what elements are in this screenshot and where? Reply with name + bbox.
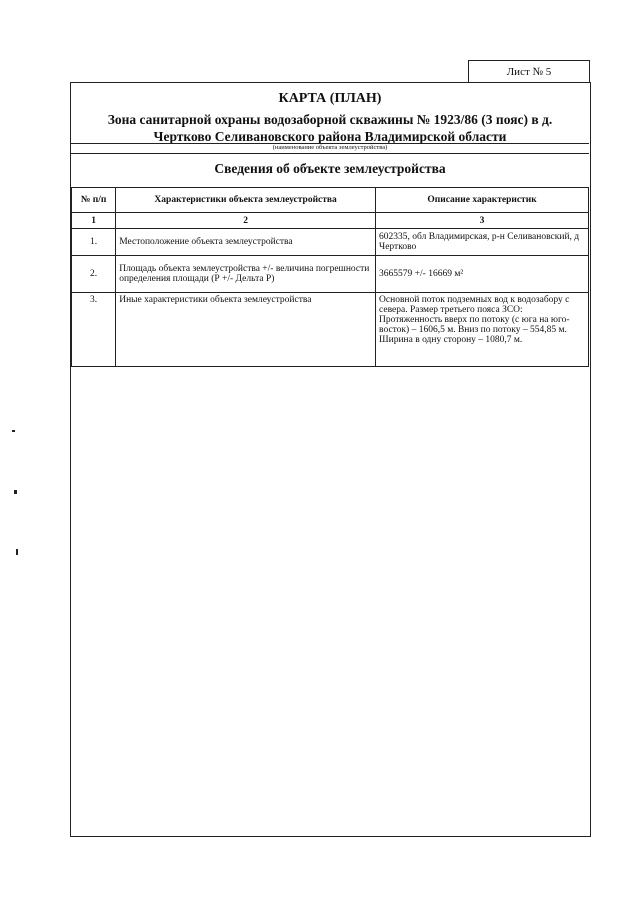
column-number-row [72,213,589,229]
column-number-1: 1 [72,213,116,229]
caption-underline [71,153,589,154]
section-title: Сведения об объекте землеустройства [214,161,446,176]
object-name [81,111,579,145]
object-name-caption: (наименование объекта землеустройства) [272,144,388,151]
row-description: Основной поток подземных вод к водозабору с севера. Размер третьего пояса ЗСО: Протяженность вверх по потоку (с юга на юго-восток) – 1606,5 м. Вниз по потоку – 554,85 м. Ширина в одну сторону – 1080,7 м. [376,293,589,367]
row-description: 3665579 +/- 16669 м² [376,256,589,293]
sheet-number-label: Лист № 5 [468,60,590,82]
object-name-line-2: Чертково Селивановского района Владимирской области [153,129,507,144]
title-block [71,83,589,155]
table-row [72,229,589,256]
document-frame [70,82,591,837]
document-title: КАРТА (ПЛАН) [278,91,382,106]
object-name-line-1: Зона санитарной охраны водозаборной скважины № 1923/86 (3 пояс) в д. [107,112,553,127]
scan-speck [16,549,18,555]
row-characteristic: Местоположение объекта землеустройства [116,229,376,256]
row-number: 3. [72,293,116,367]
row-number: 1. [72,229,116,256]
column-header-characteristic: Характеристики объекта землеустройства [116,188,376,213]
row-description: 602335, обл Владимирская, р-н Селивановский, д Чертково [376,229,589,256]
table-row [72,293,589,367]
row-number: 2. [72,256,116,293]
row-characteristic: Иные характеристики объекта землеустройства [116,293,376,367]
scan-speck [12,430,15,432]
scan-speck [14,490,17,494]
row-characteristic: Площадь объекта землеустройства +/- величина погрешности определения площади (Р +/- Дельта Р) [116,256,376,293]
table-header-row [72,188,589,213]
column-number-3: 3 [376,213,589,229]
table-row [72,256,589,293]
characteristics-table [71,187,589,367]
column-number-2: 2 [116,213,376,229]
column-header-number: № п/п [72,188,116,213]
column-header-description: Описание характеристик [376,188,589,213]
